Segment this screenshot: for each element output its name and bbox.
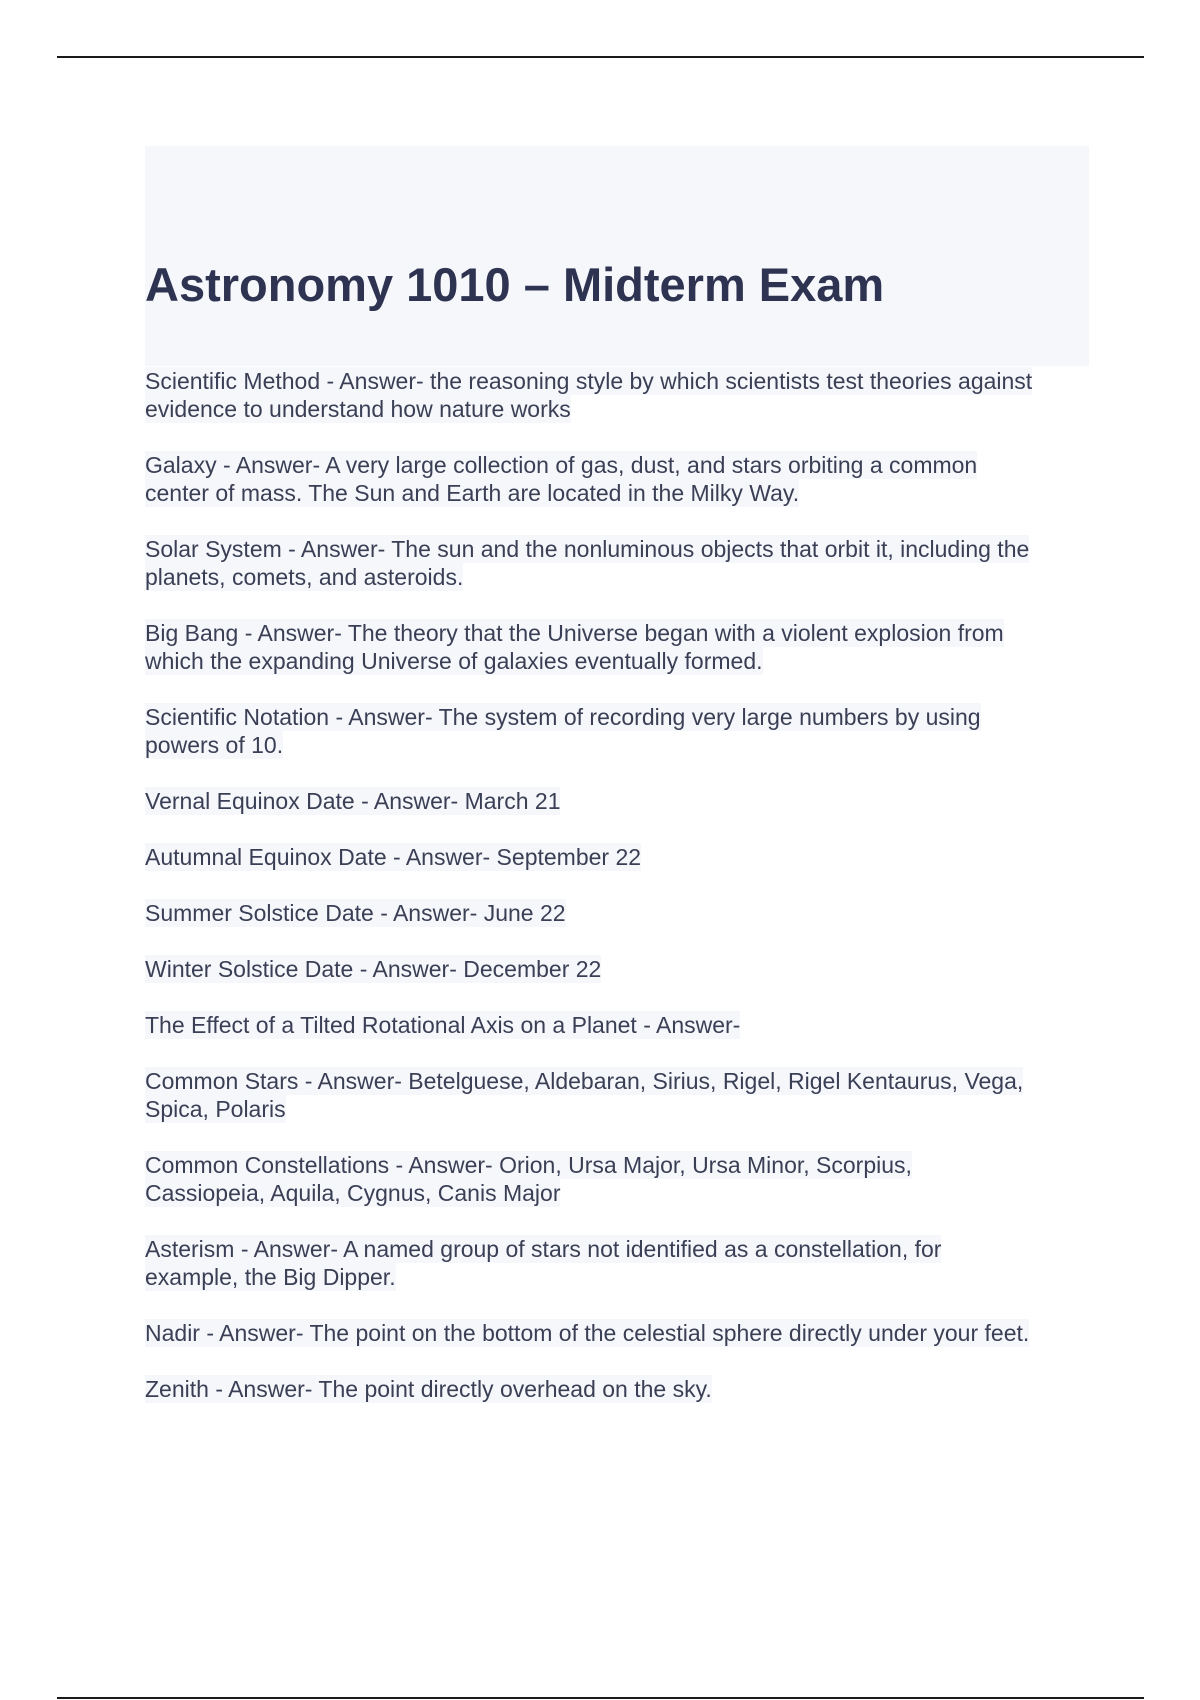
qa-line: Nadir - Answer- The point on the bottom of the celestial sphere directly under your feet. — [145, 1320, 1030, 1346]
qa-line: Cassiopeia, Aquila, Cygnus, Canis Major — [145, 1180, 561, 1206]
qa-entry — [145, 1067, 1091, 1123]
qa-line: Common Constellations - Answer- Orion, Ursa Major, Ursa Minor, Scorpius, — [145, 1152, 912, 1178]
qa-line: Autumnal Equinox Date - Answer- September 22 — [145, 844, 642, 870]
qa-entry — [145, 367, 1091, 423]
qa-line: Asterism - Answer- A named group of stars not identified as a constellation, for — [145, 1236, 942, 1262]
qa-entry — [145, 787, 1091, 815]
top-divider — [57, 56, 1144, 58]
qa-entry — [145, 1011, 1091, 1039]
qa-line: powers of 10. — [145, 732, 284, 758]
qa-line: The Effect of a Tilted Rotational Axis on a Planet - Answer- — [145, 1012, 741, 1038]
qa-line: Scientific Method - Answer- the reasoning style by which scientists test theories against — [145, 368, 1033, 394]
qa-line: example, the Big Dipper. — [145, 1264, 396, 1290]
qa-entry — [145, 1235, 1091, 1291]
qa-line: evidence to understand how nature works — [145, 396, 571, 422]
qa-entry — [145, 703, 1091, 759]
qa-line: center of mass. The Sun and Earth are located in the Milky Way. — [145, 480, 800, 506]
qa-entry — [145, 955, 1091, 983]
qa-line: Big Bang - Answer- The theory that the Universe began with a violent explosion from — [145, 620, 1004, 646]
qa-line: Vernal Equinox Date - Answer- March 21 — [145, 788, 561, 814]
qa-entry — [145, 619, 1091, 675]
bottom-divider — [57, 1697, 1144, 1699]
qa-line: Spica, Polaris — [145, 1096, 286, 1122]
qa-line: planets, comets, and asteroids. — [145, 564, 464, 590]
qa-line: Solar System - Answer- The sun and the nonluminous objects that orbit it, including the — [145, 536, 1030, 562]
qa-list — [145, 367, 1091, 1431]
qa-line: Common Stars - Answer- Betelguese, Aldebaran, Sirius, Rigel, Rigel Kentaurus, Vega, — [145, 1068, 1024, 1094]
qa-line: Galaxy - Answer- A very large collection of gas, dust, and stars orbiting a common — [145, 452, 978, 478]
qa-line: Summer Solstice Date - Answer- June 22 — [145, 900, 566, 926]
qa-entry — [145, 899, 1091, 927]
qa-entry — [145, 843, 1091, 871]
qa-entry — [145, 1319, 1091, 1347]
qa-entry — [145, 1151, 1091, 1207]
qa-entry — [145, 1375, 1091, 1403]
qa-entry — [145, 451, 1091, 507]
document-title: Astronomy 1010 – Midterm Exam — [145, 258, 885, 311]
qa-line: Zenith - Answer- The point directly overhead on the sky. — [145, 1376, 712, 1402]
qa-line: which the expanding Universe of galaxies eventually formed. — [145, 648, 763, 674]
qa-entry — [145, 535, 1091, 591]
qa-line: Scientific Notation - Answer- The system of recording very large numbers by using — [145, 704, 981, 730]
qa-line: Winter Solstice Date - Answer- December 22 — [145, 956, 602, 982]
